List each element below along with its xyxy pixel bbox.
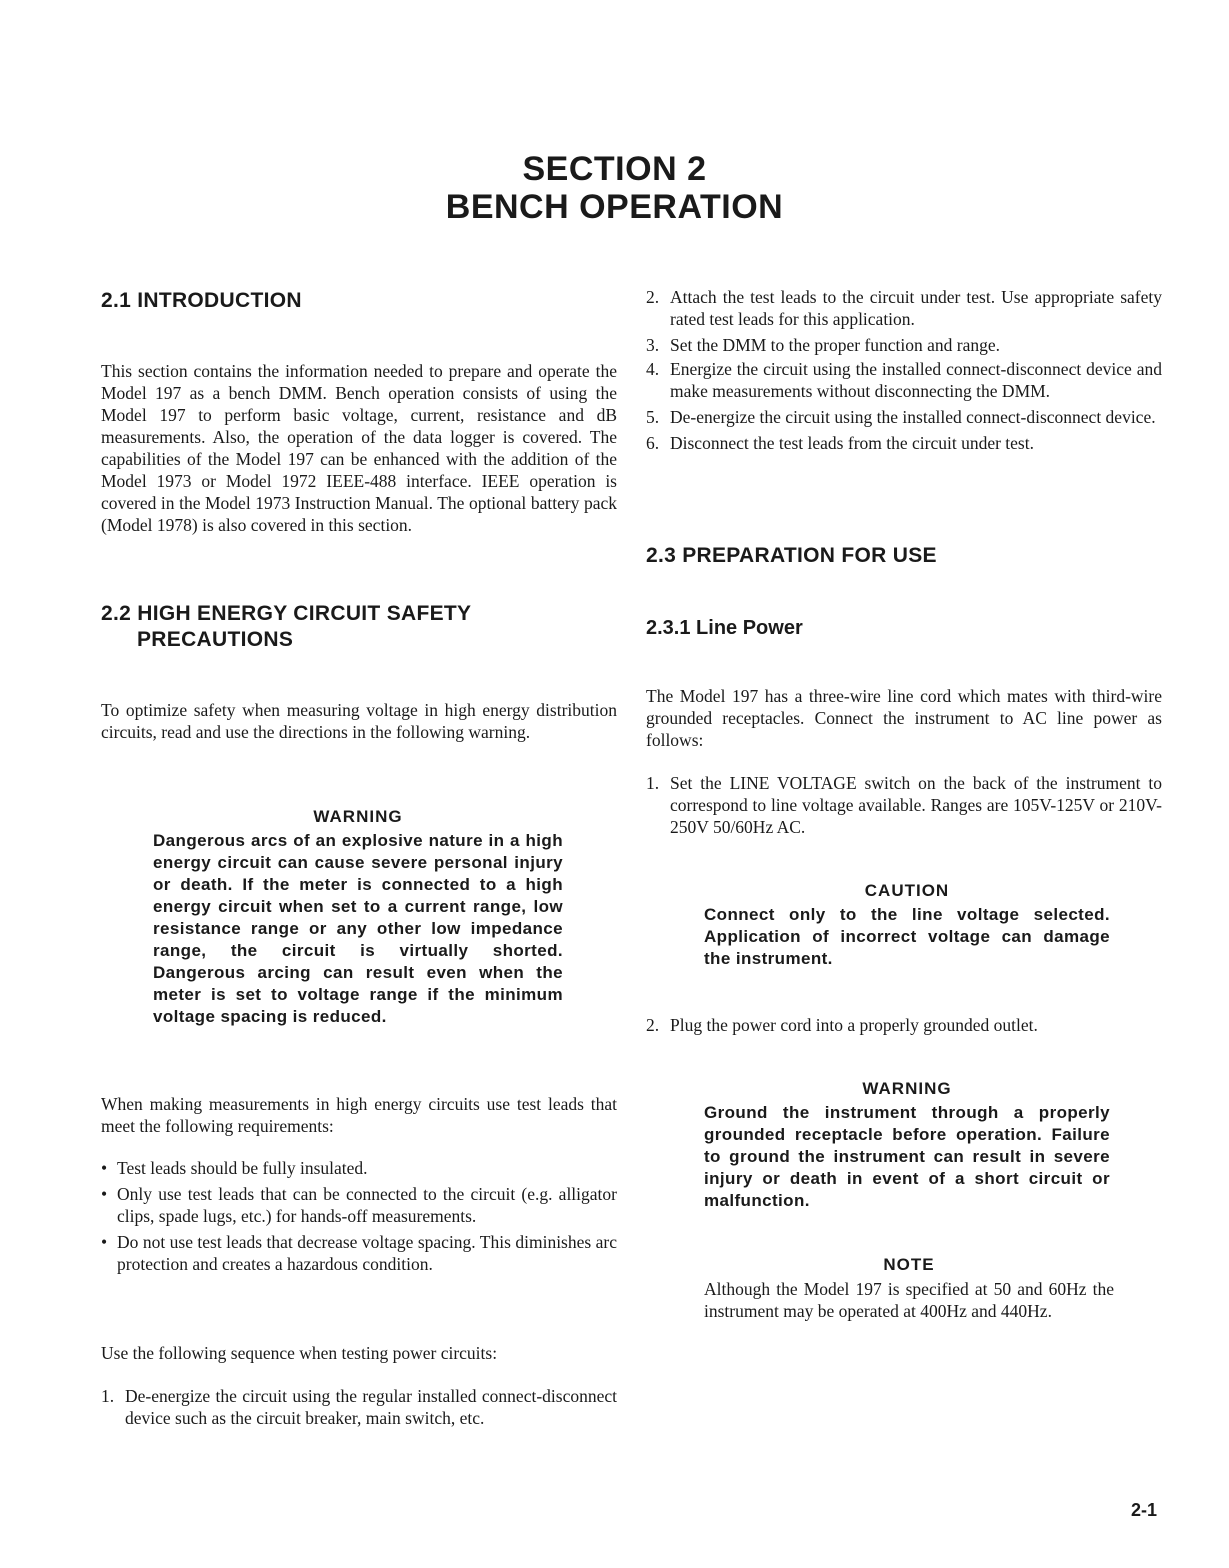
line-power-paragraph: The Model 197 has a three-wire line cord which mates with third-wire grounded receptacles. Connect the instrument to AC line power as follows: bbox=[646, 686, 1162, 750]
intro-heading: 2.1 INTRODUCTION bbox=[101, 289, 302, 312]
list-item: 2. Plug the power cord into a properly grounded outlet. bbox=[646, 1015, 1038, 1035]
section-name: BENCH OPERATION bbox=[445, 188, 784, 226]
prep-heading: 2.3 PREPARATION FOR USE bbox=[646, 544, 937, 567]
note-box bbox=[704, 1254, 1114, 1322]
note-text: Although the Model 197 is specified at 50 and 60Hz the instrument may be operated at 400Hz and 440Hz. bbox=[704, 1279, 1114, 1321]
list-item: 5. De-energize the circuit using the installed connect-disconnect device. bbox=[646, 407, 1156, 427]
sequence-intro: Use the following sequence when testing power circuits: bbox=[101, 1343, 498, 1363]
safety-heading bbox=[101, 601, 621, 653]
list-item: 1. De-energize the circuit using the regular installed connect-disconnect device such as the circuit breaker, main switch, etc. bbox=[101, 1386, 617, 1428]
note-title: NOTE bbox=[883, 1255, 935, 1274]
list-item: • Test leads should be fully insulated. bbox=[101, 1158, 368, 1178]
caution-box bbox=[704, 880, 1110, 970]
warning-box-safety bbox=[153, 806, 563, 1028]
section-title bbox=[0, 150, 1229, 226]
list-item: 6. Disconnect the test leads from the circuit under test. bbox=[646, 433, 1034, 453]
list-item: 3. Set the DMM to the proper function and range. bbox=[646, 335, 1000, 355]
line-power-step2 bbox=[646, 1014, 1162, 1036]
list-item: 4. Energize the circuit using the installed connect-disconnect device and make measurements without disconnecting the DMM. bbox=[646, 359, 1162, 401]
list-item: • Do not use test leads that decrease voltage spacing. This diminishes arc protection and creates a hazardous condition. bbox=[101, 1232, 617, 1274]
warning-text: Ground the instrument through a properly grounded receptacle before operation. Failure to ground the instrument can result in severe injury or death in event of a short circuit or malfunction. bbox=[704, 1103, 1110, 1210]
intro-paragraph: This section contains the information needed to prepare and operate the Model 197 as a bench DMM. Bench operation consists of using the Model 197 to perform basic voltage, current, resistance and dB measurements. Also, the operation of the data logger is covered. The capabilities of the Model 197 can be enhanced with the addition of the Model 1973 or Model 1972 IEEE-488 interface. IEEE operation is covered in the Model 1973 Instruction Manual. The optional battery pack (Model 1978) is also covered in this section. bbox=[101, 361, 617, 535]
line-power-heading: 2.3.1 Line Power bbox=[646, 617, 803, 639]
list-item: 1. Set the LINE VOLTAGE switch on the back of the instrument to correspond to line voltage available. Ranges are 105V-125V or 210V-250V 50/60Hz AC. bbox=[646, 773, 1162, 837]
leads-intro: When making measurements in high energy circuits use test leads that meet the following requirements: bbox=[101, 1094, 617, 1136]
safety-heading-line2: PRECAUTIONS bbox=[137, 628, 294, 651]
warning-title: WARNING bbox=[313, 807, 403, 826]
list-item: • Only use test leads that can be connected to the circuit (e.g. alligator clips, spade lugs, etc.) for hands-off measurements. bbox=[101, 1184, 617, 1226]
page-number: 2-1 bbox=[1130, 1500, 1157, 1520]
section-number: SECTION 2 bbox=[522, 150, 707, 188]
warning-box-ground bbox=[704, 1078, 1110, 1212]
warning-text: Dangerous arcs of an explosive nature in a high energy circuit can cause severe personal injury or death. If the meter is connected to a high energy circuit when set to a current range, low resistance range or any other low impedance range, the circuit is virtually shorted. Dangerous arcing can result even when the meter is set to voltage range if the minimum voltage spacing is reduced. bbox=[153, 831, 563, 1026]
list-item: 2. Attach the test leads to the circuit under test. Use appropriate safety rated test leads for this application. bbox=[646, 287, 1162, 329]
warning-title: WARNING bbox=[862, 1079, 952, 1098]
sequence-list-left bbox=[101, 1385, 617, 1429]
sequence-list-right bbox=[646, 286, 1162, 454]
safety-heading-line1: 2.2 HIGH ENERGY CIRCUIT SAFETY bbox=[101, 602, 472, 625]
requirements-list bbox=[101, 1157, 617, 1275]
safety-paragraph: To optimize safety when measuring voltage in high energy distribution circuits, read and use the directions in the following warning. bbox=[101, 700, 617, 742]
caution-text: Connect only to the line voltage selected. Application of incorrect voltage can damage the instrument. bbox=[704, 905, 1110, 968]
caution-title: CAUTION bbox=[864, 881, 950, 900]
line-power-step1 bbox=[646, 772, 1162, 838]
